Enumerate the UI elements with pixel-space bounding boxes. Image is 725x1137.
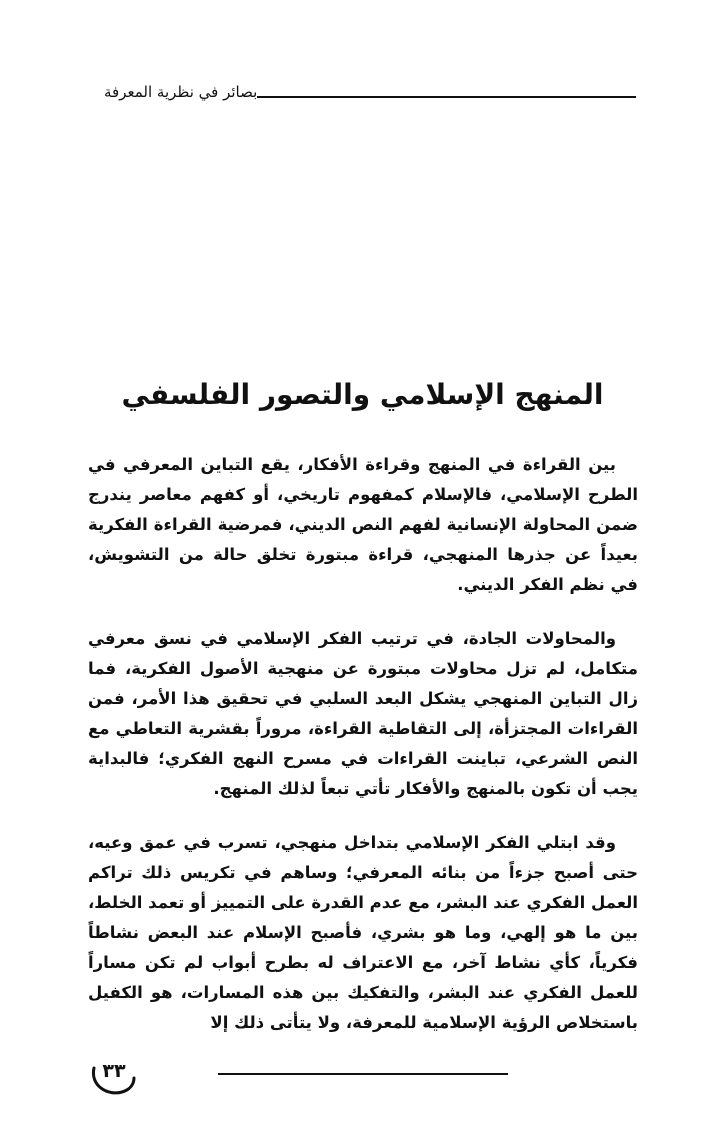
running-title: بصائر في نظرية المعرفة [104,83,258,101]
header-rule [257,96,636,98]
chapter-title: المنهج الإسلامي والتصور الفلسفي [121,378,604,411]
paragraph-1: بين القراءة في المنهج وقراءة الأفكار، يقع التباين المعرفي في الطرح الإسلامي، فالإسلام كمفهوم تاريخي، أو كفهم معاصر يندرج ضمن المحاولة الإنسانية لفهم النص الديني، فمرضية القراءة الفكرية بعيداً عن جذرها المنهجي، قراءة مبتورة تخلق حالة من التشويش، في نظم الفكر الديني. [88,455,638,594]
page-number: ٣٣ [102,1060,126,1082]
footer-rule [218,1073,508,1075]
paragraph-3: وقد ابتلي الفكر الإسلامي بتداخل منهجي، تسرب في عمق وعيه، حتى أصبح جزءاً من بنائه المعرفي؛ وساهم في تكريس ذلك تراكم العمل الفكري عند البشر، مع عدم القدرة على التمييز أو تعمد الخلط، بين ما هو إلهي، وما هو بشري، فأصبح الإسلام عند البعض نشاطاً فكرياً، كأي نشاط آخر، مع الاعتراف له بطرح أبواب لم تكن مساراً للعمل الفكري عند البشر، والتفكيك بين هذه المسارات، هو الكفيل باستخلاص الرؤية الإسلامية للمعرفة، ولا يتأتى ذلك إلا [88,833,638,1032]
running-header [96,70,636,100]
paragraph-2: والمحاولات الجادة، في ترتيب الفكر الإسلامي في نسق معرفي متكامل، لم تزل محاولات مبتورة عن منهجية الأصول الفكرية، فما زال التباين المنهجي يشكل البعد السلبي في تحقيق هذا الأمر، فمن القراءات المجتزأة، إلى التقاطية القراءة، مروراً بقشرية التعاطي مع النص الشرعي، تباينت القراءات في مسرح النهج الفكري؛ فالبداية يجب أن تكون بالمنهج والأفكار تأتي تبعاً لذلك المنهج. [88,629,638,798]
body-text [88,450,638,1062]
